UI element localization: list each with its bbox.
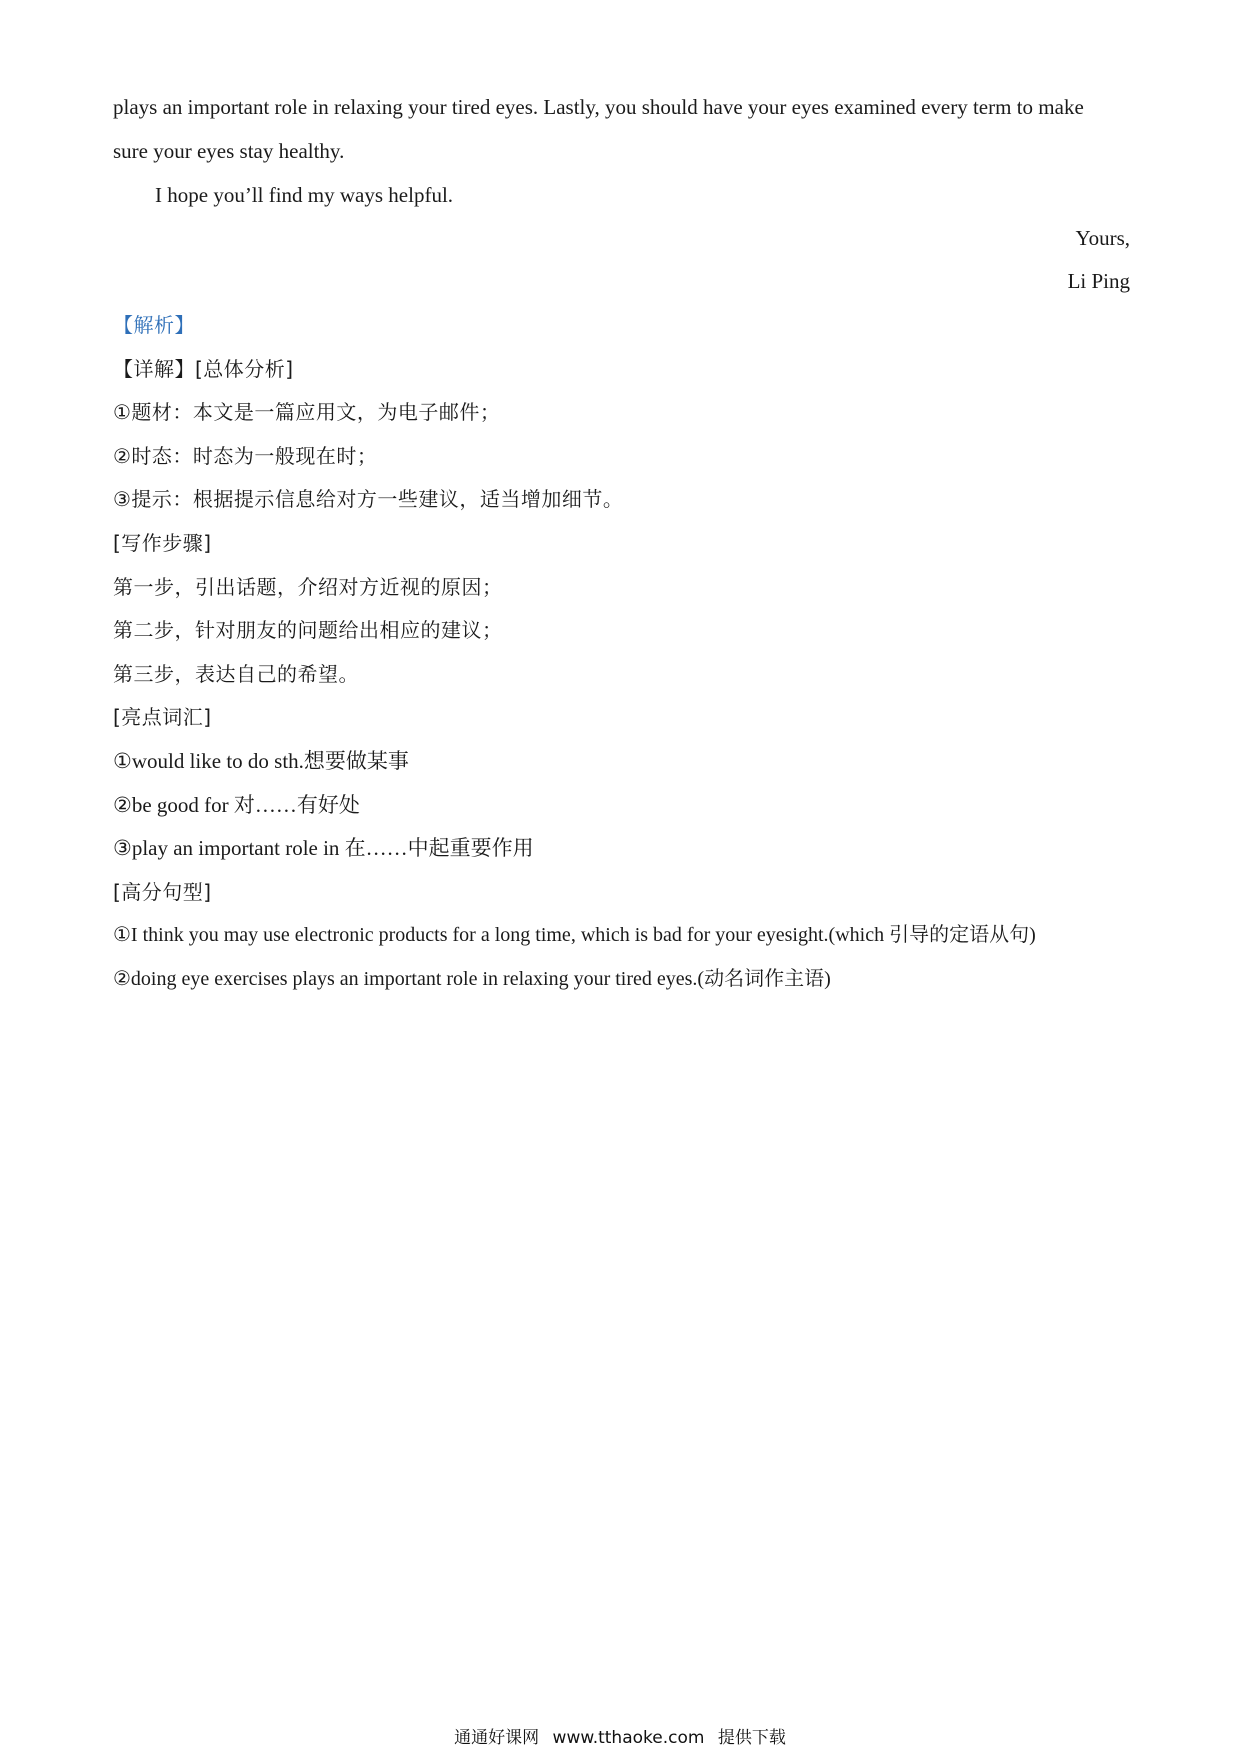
detail-heading: 【详解】[总体分析]: [113, 357, 294, 381]
vocab-item-1: ①would like to do sth.想要做某事: [113, 749, 409, 773]
analysis-label: 【解析】: [113, 313, 195, 337]
letter-paragraph-line-2: sure your eyes stay healthy.: [113, 139, 345, 163]
page-footer: [0, 1726, 1240, 1750]
step-item-2: 第二步，针对朋友的问题给出相应的建议；: [113, 618, 503, 642]
letter-signoff: Yours,: [1075, 226, 1130, 250]
step-item-3: 第三步，表达自己的希望。: [113, 662, 359, 686]
vocab-heading: [亮点词汇]: [113, 705, 212, 729]
footer-site-name: 通通好课网: [454, 1728, 540, 1748]
overview-item-hint: ③提示：根据提示信息给对方一些建议，适当增加细节。: [113, 487, 624, 511]
sentence-heading: [高分句型]: [113, 880, 212, 904]
sentence-item-2: ②doing eye exercises plays an important role in relaxing your tired eyes.(动名词作主语): [113, 968, 831, 990]
steps-heading: [写作步骤]: [113, 531, 212, 555]
footer-url[interactable]: www.tthaoke.com: [552, 1728, 705, 1748]
step-item-1: 第一步，引出话题，介绍对方近视的原因；: [113, 575, 503, 599]
letter-closing-sentence: I hope you’ll find my ways helpful.: [155, 183, 454, 207]
footer-suffix: 提供下载: [717, 1728, 786, 1748]
sentence-item-1: ①I think you may use electronic products for a long time, which is bad for your eyesight.(which 引导的定语从句): [113, 924, 1036, 946]
overview-item-tense: ②时态：时态为一般现在时；: [113, 444, 378, 468]
vocab-item-3: ③play an important role in 在……中起重要作用: [113, 836, 534, 860]
vocab-item-2: ②be good for 对……有好处: [113, 793, 360, 817]
letter-paragraph-line-1: plays an important role in relaxing your tired eyes. Lastly, you should have your eyes examined every term to make: [113, 95, 1084, 119]
letter-signature: Li Ping: [1067, 269, 1130, 293]
overview-item-genre: ①题材：本文是一篇应用文，为电子邮件；: [113, 400, 501, 424]
